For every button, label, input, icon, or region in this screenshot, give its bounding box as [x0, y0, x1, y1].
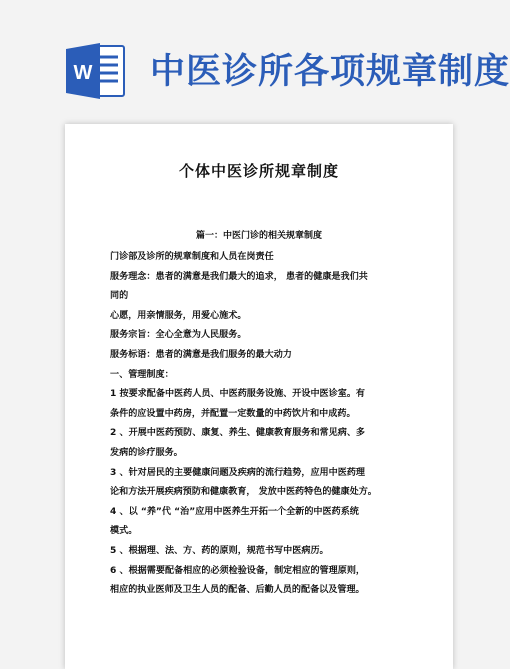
paragraph-line: 条件的应设置中药房，并配置一定数量的中药饮片和中成药。: [110, 408, 356, 419]
paragraph-line: 服务标语：患者的满意是我们服务的最大动力: [110, 349, 292, 360]
section-title: 篇一：中医门诊的相关规章制度: [195, 231, 322, 241]
paragraph-line: 门诊部及诊所的规章制度和人员在岗责任: [110, 252, 274, 262]
banner-header: [0, 0, 510, 110]
paragraph-line: 2 、开展中医药预防、康复、养生、健康教育服务和常见病、多: [110, 428, 366, 439]
paragraph-line: 论和方法开展疾病预防和健康教育， 发放中医药特色的健康处方。: [110, 487, 377, 498]
paragraph-line: 服务理念：患者的满意是我们最大的追求， 患者的健康是我们共: [110, 271, 368, 282]
paragraph-line: 3 、针对居民的主要健康问题及疾病的流行趋势，应用中医药理: [110, 467, 366, 478]
document-page: [65, 124, 453, 669]
document-body: [110, 248, 428, 601]
document-title: 个体中医诊所规章制度: [178, 162, 339, 180]
word-icon-letter: W: [73, 62, 93, 84]
paragraph-line: 心愿，用亲情服务，用爱心施术。: [110, 310, 247, 321]
paragraph-line: 4 、以 “养”代 “治”应用中医养生开拓一个全新的中医药系统: [110, 506, 359, 517]
paragraph-line: 同的: [110, 291, 129, 302]
paragraph-line: 一、管理制度：: [110, 369, 174, 380]
banner-title: 中医诊所各项规章制度: [150, 52, 510, 92]
paragraph-line: 模式。: [110, 526, 138, 537]
paragraph-line: 6 、根据需要配备相应的必须检验设备，制定相应的管理原则，: [110, 565, 366, 576]
word-icon: [64, 40, 126, 102]
paragraph-line: 1 按要求配备中医药人员、中医药服务设施、开设中医诊室。有: [110, 389, 366, 400]
paragraph-line: 5 、根据理、法、方、药的原则，规范书写中医病历。: [110, 545, 329, 556]
paragraph-line: 相应的执业医师及卫生人员的配备、后勤人员的配备以及管理。: [110, 585, 365, 596]
paragraph-line: 发病的诊疗服务。: [110, 447, 183, 458]
paragraph-line: 服务宗旨：全心全意为人民服务。: [110, 330, 247, 341]
